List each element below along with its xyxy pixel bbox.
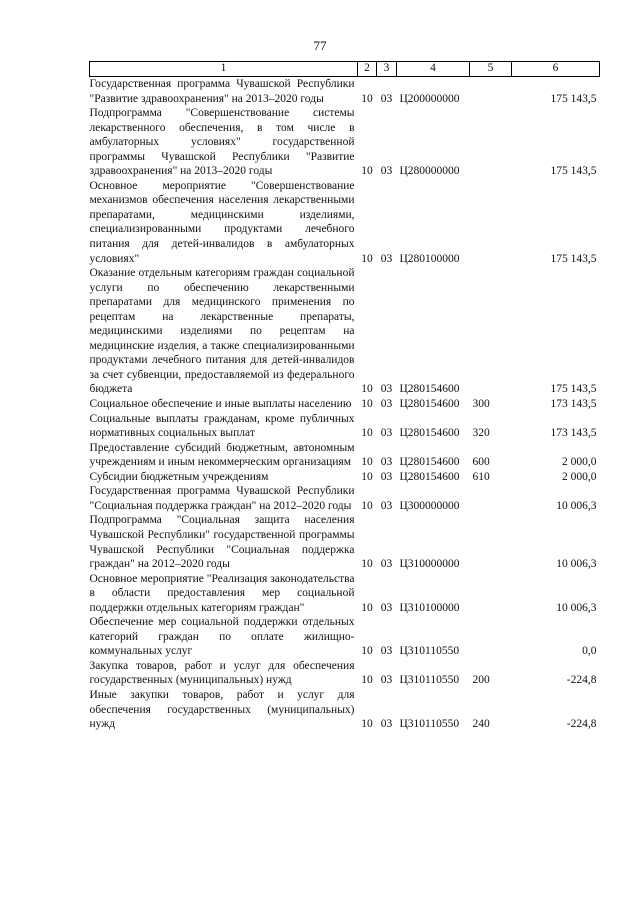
table-row <box>90 266 600 397</box>
row-section: 10 <box>361 398 373 411</box>
row-expense-type: 610 <box>472 470 490 483</box>
row-expense-type <box>470 484 512 513</box>
row-expense-type: 300 <box>472 398 490 411</box>
row-target-article: Ц310110550 <box>399 645 460 658</box>
header-col-6: 6 <box>512 62 600 77</box>
row-subsection: 03 <box>380 383 393 396</box>
table-row <box>90 615 600 659</box>
row-amount: 10 006,3 <box>556 601 597 614</box>
row-name: Государственная программа Чувашской Республики "Развитие здравоохранения" на 2013–2020 годы <box>89 78 355 105</box>
row-name: Закупка товаров, работ и услуг для обеспечения государственных (муниципальных) нужд <box>89 659 355 687</box>
table-row <box>90 484 600 513</box>
row-section: 10 <box>361 252 373 265</box>
row-section: 10 <box>361 718 373 731</box>
table-row <box>90 106 600 179</box>
row-expense-type <box>470 77 512 107</box>
table-row <box>90 572 600 616</box>
header-col-1: 1 <box>90 62 358 77</box>
row-name: Оказание отдельным категориям граждан социальной услуги по обеспечению лекарственными препаратами для медицинского применения по рецептам на лекарственные препараты, медицинскими изделиями по рецептам на медицинские изделия, а также специализированными продуктами лечебного питания для детей-инвалидов за счет субвенции, предоставляемой из федерального бюджета <box>89 267 355 396</box>
table-row <box>90 179 600 266</box>
budget-table <box>89 61 600 732</box>
row-expense-type <box>470 266 512 397</box>
row-subsection: 03 <box>380 165 393 178</box>
row-amount: 175 143,5 <box>550 165 597 178</box>
row-target-article: Ц280000000 <box>399 165 460 178</box>
row-section: 10 <box>361 92 373 105</box>
row-subsection: 03 <box>380 398 393 411</box>
row-section: 10 <box>361 674 373 687</box>
table-row <box>90 513 600 571</box>
row-target-article: Ц310110550 <box>399 674 460 687</box>
row-section: 10 <box>361 456 373 469</box>
row-section: 10 <box>361 558 373 571</box>
row-amount: 0,0 <box>582 645 597 658</box>
page-number: 77 <box>313 38 327 53</box>
row-name: Государственная программа Чувашской Республики "Социальная поддержка граждан" на 2012–2020 годы <box>89 485 355 512</box>
row-expense-type <box>470 572 512 616</box>
row-name: Субсидии бюджетным учреждениям <box>89 470 269 483</box>
row-expense-type: 320 <box>472 427 490 440</box>
row-subsection: 03 <box>380 252 393 265</box>
row-amount: 2 000,0 <box>562 470 597 483</box>
row-section: 10 <box>361 383 373 396</box>
header-row <box>90 62 600 77</box>
row-name: Обеспечение мер социальной поддержки отдельных категорий граждан по оплате жилищно-коммунальных услуг <box>89 616 355 658</box>
row-subsection: 03 <box>380 427 393 440</box>
row-expense-type: 240 <box>472 718 490 731</box>
table-row <box>90 441 600 470</box>
header-col-3: 3 <box>377 62 397 77</box>
row-name: Социальное обеспечение и иные выплаты населению <box>89 398 352 411</box>
header-col-4: 4 <box>397 62 470 77</box>
row-amount: 173 143,5 <box>550 398 597 411</box>
row-name: Основное мероприятие "Реализация законодательства в области предоставления мер социальной поддержки отдельных категориям граждан" <box>89 572 355 614</box>
row-expense-type <box>470 615 512 659</box>
row-subsection: 03 <box>380 92 393 105</box>
row-subsection: 03 <box>380 558 393 571</box>
row-section: 10 <box>361 499 373 512</box>
row-name: Подпрограмма "Совершенствование системы лекарственного обеспечения, в том числе в амбулаторных условиях" государственной программы Чувашской Республики "Развитие здравоохранения" на 2013–2020 годы <box>89 107 355 178</box>
row-amount: 10 006,3 <box>556 499 597 512</box>
row-target-article: Ц280100000 <box>399 252 460 265</box>
row-section: 10 <box>361 427 373 440</box>
row-subsection: 03 <box>380 645 393 658</box>
row-target-article: Ц310000000 <box>399 558 460 571</box>
row-target-article: Ц280154600 <box>399 383 460 396</box>
row-name: Иные закупки товаров, работ и услуг для обеспечения государственных (муниципальных) нужд <box>89 688 355 731</box>
row-section: 10 <box>361 645 373 658</box>
row-amount: 175 143,5 <box>550 252 597 265</box>
row-expense-type <box>470 179 512 266</box>
row-target-article: Ц280154600 <box>399 470 460 483</box>
row-name: Подпрограмма "Социальная защита населения Чувашской Республики" государственной программы Чувашской Республики "Социальная поддержка граждан" на 2012–2020 годы <box>89 514 355 571</box>
row-target-article: Ц280154600 <box>399 427 460 440</box>
row-expense-type <box>470 106 512 179</box>
row-subsection: 03 <box>380 456 393 469</box>
row-expense-type <box>470 513 512 571</box>
row-amount: -224,8 <box>566 674 597 687</box>
row-section: 10 <box>361 470 373 483</box>
table-row <box>90 412 600 441</box>
row-amount: 173 143,5 <box>550 427 597 440</box>
table-row <box>90 470 600 485</box>
row-target-article: Ц200000000 <box>399 92 460 105</box>
header-col-2: 2 <box>358 62 377 77</box>
row-target-article: Ц280154600 <box>399 456 460 469</box>
row-subsection: 03 <box>380 601 393 614</box>
row-target-article: Ц300000000 <box>399 499 460 512</box>
row-expense-type: 600 <box>472 456 490 469</box>
header-col-5: 5 <box>470 62 512 77</box>
row-section: 10 <box>361 165 373 178</box>
row-name: Основное мероприятие "Совершенствование механизмов обеспечения населения лекарственными препаратами, медицинскими изделиями, специализированными продуктами лечебного питания для детей-инвалидов в амбулаторных условиях" <box>89 179 355 265</box>
row-amount: 175 143,5 <box>550 383 597 396</box>
row-name: Предоставление субсидий бюджетным, автономным учреждениям и иным некоммерческим организациям <box>89 441 355 469</box>
table-row <box>90 77 600 107</box>
table-row <box>90 397 600 412</box>
row-amount: 175 143,5 <box>550 92 597 105</box>
row-amount: -224,8 <box>566 718 597 731</box>
row-subsection: 03 <box>380 674 393 687</box>
row-section: 10 <box>361 601 373 614</box>
row-subsection: 03 <box>380 499 393 512</box>
row-name: Социальные выплаты гражданам, кроме публичных нормативных социальных выплат <box>89 412 355 440</box>
table-row <box>90 659 600 688</box>
row-subsection: 03 <box>380 718 393 731</box>
row-target-article: Ц310110550 <box>399 718 460 731</box>
row-target-article: Ц310100000 <box>399 601 460 614</box>
row-amount: 10 006,3 <box>556 558 597 571</box>
row-expense-type: 200 <box>472 674 490 687</box>
row-target-article: Ц280154600 <box>399 398 460 411</box>
row-amount: 2 000,0 <box>562 456 597 469</box>
table-row <box>90 688 600 732</box>
row-subsection: 03 <box>380 470 393 483</box>
